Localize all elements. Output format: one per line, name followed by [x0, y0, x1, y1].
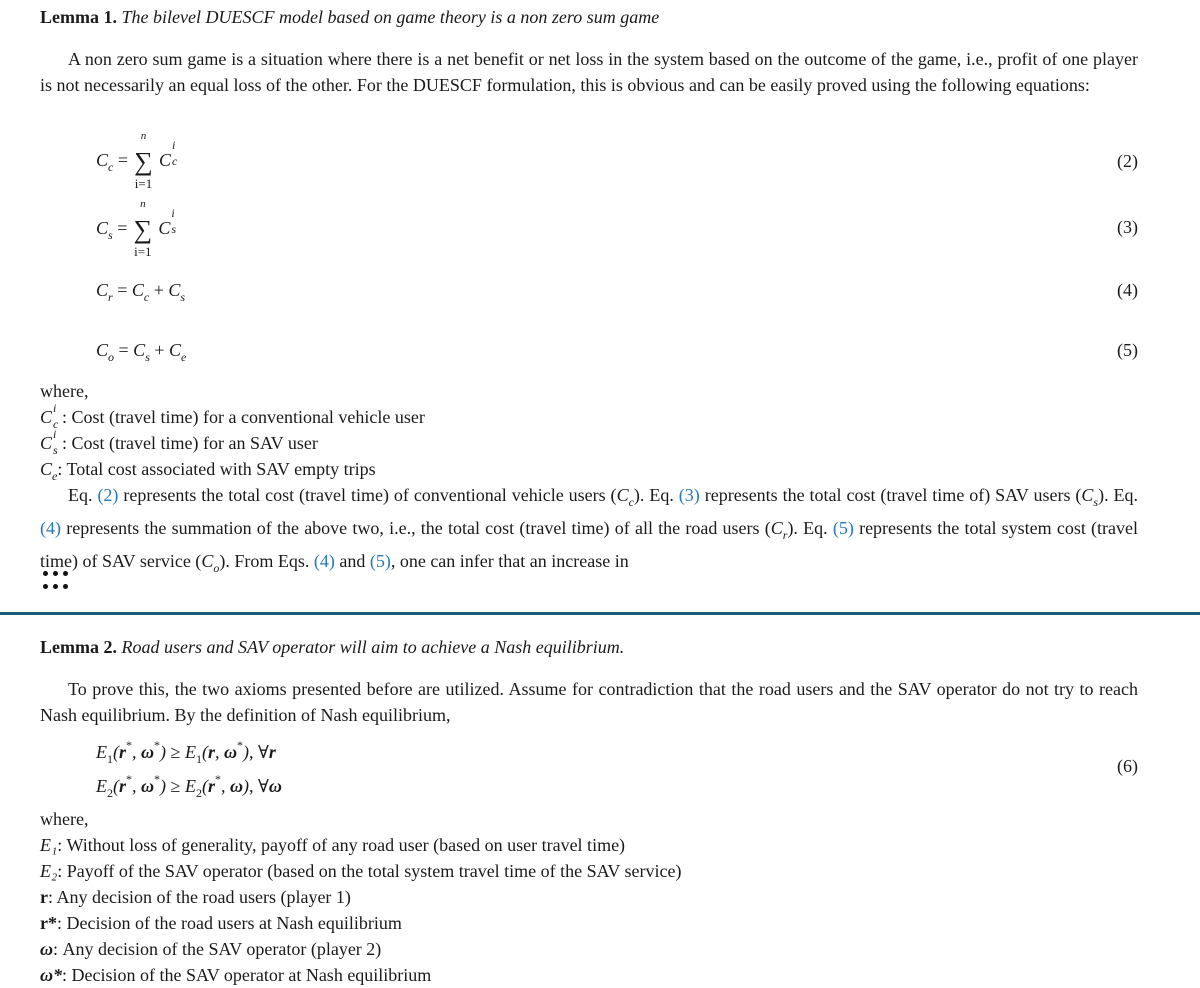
section-divider: [0, 612, 1200, 615]
eq-5-link[interactable]: (5): [832, 518, 854, 538]
equation-5: $C_o = C_s + C_e$: [96, 340, 187, 364]
summation-symbol: n ∑ i=1: [133, 197, 153, 259]
eq-2-link[interactable]: (2): [97, 485, 119, 505]
equation-4: $C_r = C_c + C_s$: [96, 280, 186, 304]
eq-4-link-b[interactable]: (4): [313, 551, 335, 571]
eq-3-link[interactable]: (3): [678, 485, 700, 505]
ellipsis-icon: [43, 571, 73, 597]
equation-3: $C_s$ = n ∑ i=1 C i s: [96, 197, 177, 259]
eq-5-link-b[interactable]: (5): [369, 551, 391, 571]
equation-3-number: (3): [1117, 217, 1138, 237]
equation-6-line-2: $E_2(r^*$, $\omega^*) \ge E_2(r^*$, ω), ∀ω: [96, 772, 282, 800]
lemma-2-heading: [40, 636, 624, 658]
lemma-1-statement: The bilevel DUESCF model based on game theory is a non zero sum game: [121, 7, 660, 27]
definition-r-star: r*: Decision of the road users at Nash equilibrium: [40, 913, 402, 933]
equation-2-number: (2): [1117, 151, 1138, 171]
lemma-1-number: Lemma 1.: [40, 7, 117, 27]
definition-ce: $C_e$: Total cost associated with SAV empty trips: [40, 459, 376, 483]
eq-4-link[interactable]: (4): [40, 518, 61, 538]
lemma-2-number: Lemma 2.: [40, 637, 117, 657]
lemma-1-paragraph: A non zero sum game is a situation where there is a net benefit or net loss in the system based on the outcome of the game, i.e., profit of one player is not necessarily an equal loss of the other. For the DUESCF formulation, this is obvious and can be easily proved using the following equations:: [40, 49, 1138, 95]
where-label-2: where,: [40, 809, 89, 829]
lemma-1-explanation: Eq. (2) represents the total cost (travel time) of conventional vehicle users $(C_c)$. Eq. (3) represents the total cost (travel time of) SAV users $(C_s)$. Eq. (4) represents the summation of the above two, i.e., the total cost (travel time) of all the road users $(C_r)$. Eq. (5) represents the total system cost (travel time) of SAV service $(C_o)$. From Eqs. (4) and (5), one can infer that an increase in: [40, 485, 1139, 575]
summation-symbol: n ∑ i=1: [134, 129, 153, 191]
equation-2: $C_c$ = n ∑ i=1 C i c: [96, 129, 178, 191]
definition-e2: E₂: Payoff of the SAV operator (based on the total system travel time of the SAV service): [40, 861, 682, 881]
lemma-1-heading: [40, 6, 659, 28]
equation-5-number: (5): [1117, 340, 1138, 360]
definition-cci: C i c : Cost (travel time) for a conventional vehicle user: [40, 401, 425, 431]
definition-e1: E₁: Without loss of generality, payoff of any road user (based on user travel time): [40, 835, 626, 855]
definition-csi: C i s : Cost (travel time) for an SAV user: [40, 427, 318, 457]
where-label-1: where,: [40, 381, 89, 401]
definition-r: r: Any decision of the road users (player 1): [40, 887, 351, 907]
definition-omega: ω: Any decision of the SAV operator (player 2): [40, 939, 382, 959]
equation-6-number: (6): [1117, 756, 1138, 776]
definition-omega-star: ω*: Decision of the SAV operator at Nash equilibrium: [40, 965, 432, 985]
equation-6-line-1: $E_1(r^*$, $\omega^*) \ge E_1(r$, ω*), ∀r: [96, 738, 276, 766]
lemma-2-statement: Road users and SAV operator will aim to achieve a Nash equilibrium.: [121, 637, 625, 657]
equation-4-number: (4): [1117, 280, 1138, 300]
lemma-2-paragraph: To prove this, the two axioms presented before are utilized. Assume for contradiction that the road users and the SAV operator do not try to reach Nash equilibrium. By the definition of Nash equilibrium,: [40, 679, 1138, 725]
